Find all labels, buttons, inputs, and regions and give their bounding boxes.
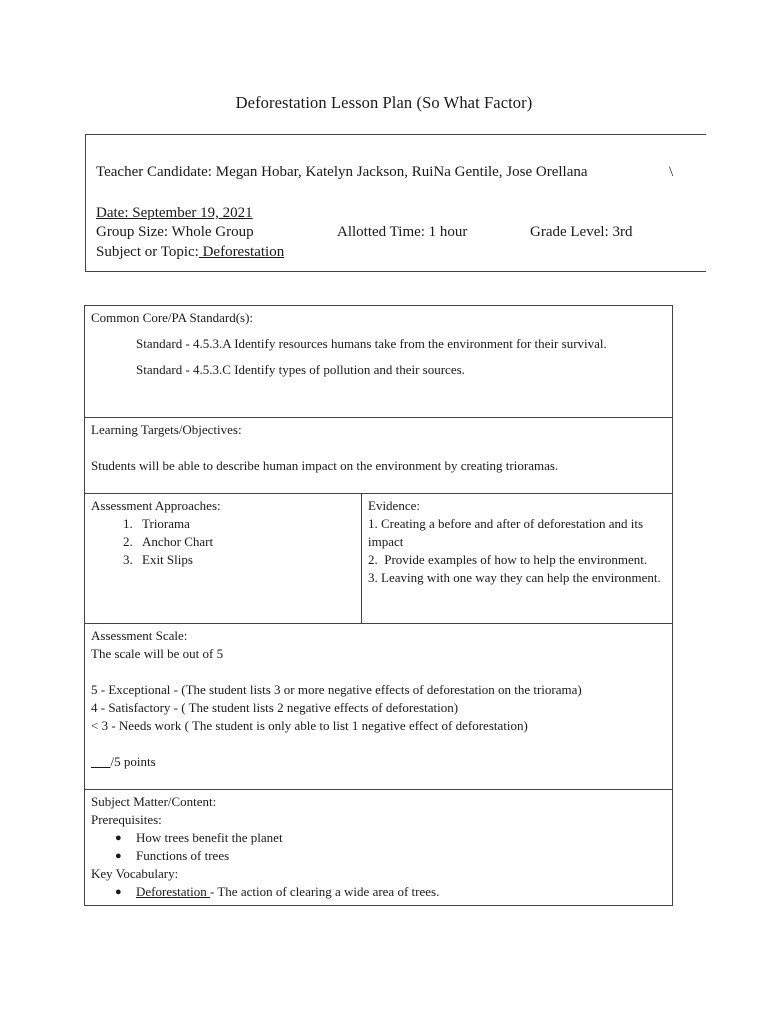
prerequisite-text: How trees benefit the planet	[136, 830, 283, 845]
approach-item: 2. Anchor Chart	[136, 533, 355, 551]
scale-level: 4 - Satisfactory - ( The student lists 2 negative effects of deforestation)	[91, 700, 459, 715]
bullet-icon: ●	[115, 832, 122, 844]
teacher-names: Megan Hobar, Katelyn Jackson, RuiNa Gentile, Jose Orellana	[215, 164, 588, 180]
points-blank: ___	[91, 754, 111, 769]
group-size: Group Size: Whole Group	[96, 224, 254, 240]
scale-level: < 3 - Needs work ( The student is only able to list 1 negative effect of deforestation)	[91, 718, 528, 733]
objectives-text: Students will be able to describe human impact on the environment by creating trioramas.	[91, 458, 559, 473]
standard-item: Standard - 4.5.3.A Identify resources humans take from the environment for their survival.	[136, 336, 607, 351]
bullet-icon: ●	[115, 850, 122, 862]
subject-line	[96, 244, 284, 261]
vocabulary-heading: Key Vocabulary:	[91, 866, 179, 881]
approach-item: 1. Triorama	[136, 515, 355, 533]
evidence-item: 2. Provide examples of how to help the environment.	[368, 552, 648, 567]
content-cell	[85, 790, 673, 906]
lesson-plan-table	[84, 305, 673, 906]
objectives-row	[85, 418, 673, 494]
standards-row	[85, 306, 673, 418]
evidence-cell	[362, 494, 673, 624]
allotted-time: Allotted Time: 1 hour	[337, 224, 468, 240]
assessment-approaches-cell	[85, 494, 362, 624]
vocabulary-definition: - The action of clearing a wide area of trees.	[210, 884, 440, 899]
scale-cell	[85, 624, 673, 790]
content-row	[85, 790, 673, 906]
prerequisite-item	[115, 847, 666, 865]
evidence-item: 1. Creating a before and after of deforestation and its impact	[368, 516, 644, 549]
points-line	[91, 753, 666, 771]
standards-heading: Common Core/PA Standard(s):	[91, 310, 254, 325]
objectives-heading: Learning Targets/Objectives:	[91, 422, 242, 437]
evidence-heading: Evidence:	[368, 498, 420, 513]
bullet-icon: ●	[115, 886, 122, 898]
grade-level: Grade Level: 3rd	[530, 224, 633, 240]
vocabulary-item	[115, 883, 666, 901]
standard-item: Standard - 4.5.3.C Identify types of pollution and their sources.	[136, 362, 465, 377]
teacher-candidate-line	[96, 164, 588, 181]
approaches-heading: Assessment Approaches:	[91, 498, 221, 513]
approaches-list	[91, 515, 355, 569]
points-text: /5 points	[110, 754, 156, 769]
approach-item: 3. Exit Slips	[136, 551, 355, 569]
objectives-cell	[85, 418, 673, 494]
teacher-label: Teacher Candidate:	[96, 164, 212, 180]
vocabulary-term: Deforestation	[136, 884, 211, 899]
scale-row	[85, 624, 673, 790]
scale-level: 5 - Exceptional - (The student lists 3 or more negative effects of deforestation on the triorama)	[91, 682, 582, 697]
subject-value: Deforestation	[198, 244, 285, 260]
document-title: Deforestation Lesson Plan (So What Factor)	[235, 93, 533, 112]
prerequisites-list	[91, 829, 666, 865]
subject-label: Subject or Topic:	[96, 244, 199, 260]
prerequisite-text: Functions of trees	[136, 848, 230, 863]
stray-backslash: \	[669, 164, 674, 180]
header-info-box	[85, 134, 706, 272]
prerequisites-heading: Prerequisites:	[91, 812, 162, 827]
standards-cell	[85, 306, 673, 418]
assessment-row	[85, 494, 673, 624]
vocabulary-list	[91, 883, 666, 901]
prerequisite-item	[115, 829, 666, 847]
scale-intro: The scale will be out of 5	[91, 646, 224, 661]
scale-heading: Assessment Scale:	[91, 628, 188, 643]
content-heading: Subject Matter/Content:	[91, 794, 217, 809]
lesson-date: Date: September 19, 2021	[96, 205, 253, 221]
evidence-item: 3. Leaving with one way they can help the environment.	[368, 570, 661, 585]
